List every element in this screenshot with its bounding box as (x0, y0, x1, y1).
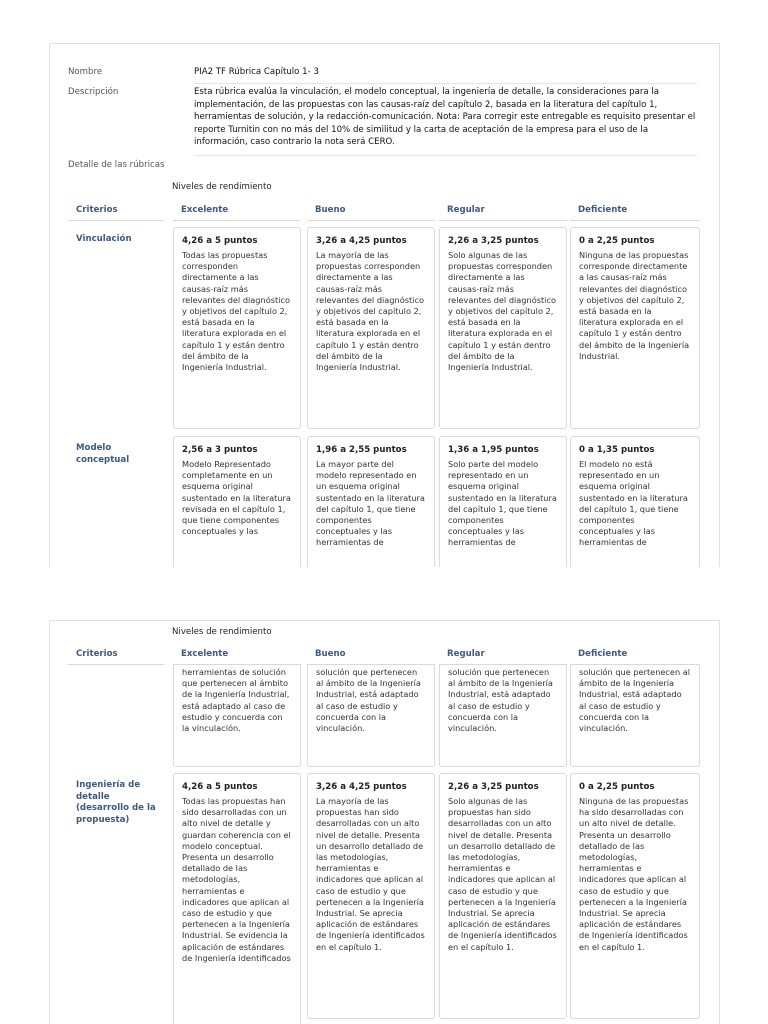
divider (194, 83, 697, 84)
criteria-header: Criterios (76, 649, 118, 659)
cell-points: 2,26 a 3,25 puntos (448, 782, 539, 792)
cell-points: 1,36 a 1,95 puntos (448, 445, 539, 455)
rubric-cell-continued (173, 665, 301, 767)
rubric-cell (173, 773, 301, 1024)
rubric-cell (570, 773, 700, 1019)
level-header-excelente: Excelente (181, 649, 229, 659)
rubric-cell (307, 227, 435, 429)
rubric-cell (173, 227, 301, 429)
rubric-cell-continued (570, 665, 700, 767)
cell-description: El modelo no está representado en un esquema original sustentado en la literatura del capítulo 1, que tiene componentes conceptuales y las herramientas de (579, 459, 688, 548)
cell-description: La mayor parte del modelo representado en un esquema original sustentado en la literatura del capítulo 1, que tiene componentes conceptuales y las herramientas de (316, 459, 425, 548)
cell-description: Solo algunas de las propuestas han sido desarrolladas con un alto nivel de detalle. Presenta un desarrollo detallado de las metodologías, herramientas e indicadores que aplican al caso de estudio y que pertenecen a la Ingeniería Industrial. Se aprecia aplicación de estándares de Ingeniería identificados en el capítulo 1. (448, 796, 557, 952)
level-header-regular: Regular (447, 649, 485, 659)
cell-description: solución que pertenecen al ámbito de la Ingeniería Industrial, está adaptado al caso de estudio y concuerda con la vinculación. (448, 667, 553, 734)
cell-description: herramientas de solución que pertenecen al ámbito de la Ingeniería Industrial, está adaptado al caso de estudio y concuerda con la vinculación. (182, 667, 290, 734)
rubric-cell-continued (439, 665, 567, 767)
header-underline (570, 220, 700, 221)
rubric-cell (173, 436, 301, 567)
level-header-deficiente: Deficiente (578, 205, 628, 215)
levels-title: Niveles de rendimiento (172, 182, 272, 192)
cell-description: La mayoría de las propuestas corresponden directamente a las causas-raíz más relevantes del diagnóstico y objetivos del capítulo 2, está basada en la literatura explorada en el capítulo 1 y están dentro del ámbito de la Ingeniería Industrial. (316, 250, 424, 373)
cell-description: Todas las propuestas han sido desarrolladas con un alto nivel de detalle y guardan coherencia con el modelo conceptual. Presenta un desarrollo detallado de las metodologías, herramientas e indicadores que aplican al caso de estudio y que pertenecen a la Ingeniería Industrial. Se evidencia la aplicación de estándares de Ingeniería identificados (182, 796, 291, 963)
cell-description: Ninguna de las propuestas ha sido desarrolladas con un alto nivel de detalle. Presenta un desarrollo detallado de las metodologías, herramientas e indicadores que aplican al caso de estudio y que pertenecen a la Ingeniería Industrial. Se aprecia aplicación de estándares de Ingeniería identificados en el capítulo 1. (579, 796, 689, 952)
criteria-header: Criterios (76, 205, 118, 215)
divider (194, 155, 697, 156)
level-header-bueno: Bueno (315, 205, 346, 215)
rubric-cell (439, 436, 567, 567)
level-header-bueno: Bueno (315, 649, 346, 659)
cell-points: 3,26 a 4,25 puntos (316, 782, 407, 792)
header-underline (68, 220, 164, 221)
cell-description: solución que pertenecen al ámbito de la Ingeniería Industrial, está adaptado al caso de estudio y concuerda con la vinculación. (579, 667, 691, 734)
description-label: Descripción (68, 87, 119, 97)
cell-description: Ninguna de las propuestas corresponde directamente a las causas-raíz más relevantes del diagnóstico y objetivos del capítulo 2, está basada en la literatura explorada en el capítulo 1 y están dentro del ámbito de la Ingeniería Industrial. (579, 250, 690, 361)
cell-description: solución que pertenecen al ámbito de la Ingeniería Industrial, está adaptado al caso de estudio y concuerda con la vinculación. (316, 667, 421, 734)
cell-points: 4,26 a 5 puntos (182, 236, 258, 246)
description-value: Esta rúbrica evalúa la vinculación, el modelo conceptual, la ingeniería de detalle, la consideraciones para la implementación, de las propuestas con las causas-raíz del capítulo 2, basada en la literatura del capítulo 1, herramientas de solución, y la redacción-comunicación. Nota: Para corregir este entregable es requisito presentar el reporte Turnitin con no más del 10% de similitud y la carta de aceptación de la empresa para el uso de la información, caso contrario la nota será CERO. (194, 87, 696, 147)
name-label: Nombre (68, 67, 103, 77)
details-label: Detalle de las rúbricas (68, 160, 165, 170)
criterion-modelo-conceptual: Modelo conceptual (76, 443, 130, 465)
cell-description: Todas las propuestas corresponden directamente a las causas-raíz más relevantes del diagnóstico y objetivos del capítulo 2, está basada en la literatura explorada en el capítulo 1 y están dentro del ámbito de la Ingeniería Industrial. (182, 250, 290, 373)
cell-points: 3,26 a 4,25 puntos (316, 236, 407, 246)
cell-points: 2,26 a 3,25 puntos (448, 236, 539, 246)
name-value: PIA2 TF Rúbrica Capítulo 1- 3 (194, 67, 319, 77)
rubric-cell (439, 227, 567, 429)
cell-points: 2,56 a 3 puntos (182, 445, 258, 455)
cell-points: 0 a 1,35 puntos (579, 445, 655, 455)
rubric-page-2 (49, 620, 720, 1024)
cell-description: Modelo Representado completamente en un esquema original sustentado en la literatura revisada en el capítulo 1, que tiene componentes conceptuales y las (182, 459, 291, 537)
cell-points: 0 a 2,25 puntos (579, 782, 655, 792)
rubric-cell (307, 773, 435, 1019)
header-underline (307, 220, 435, 221)
rubric-cell-continued (307, 665, 435, 767)
cell-description: La mayoría de las propuestas han sido desarrolladas con un alto nivel de detalle. Presenta un desarrollo detallado de las metodologías, herramientas e indicadores que aplican al caso de estudio y que pertenecen a la Ingeniería Industrial. Se aprecia aplicación de estándares de Ingeniería identificados en el capítulo 1. (316, 796, 425, 952)
levels-title: Niveles de rendimiento (172, 627, 272, 637)
criterion-ingenieria-detalle: Ingeniería de detalle (desarrollo de la propuesta) (76, 780, 156, 825)
level-header-regular: Regular (447, 205, 485, 215)
criterion-vinculacion: Vinculación (76, 234, 132, 244)
rubric-cell (570, 436, 700, 567)
rubric-page-1 (49, 43, 720, 567)
level-header-excelente: Excelente (181, 205, 229, 215)
header-underline (173, 220, 301, 221)
rubric-cell (307, 436, 435, 567)
description-row (68, 86, 701, 152)
cell-points: 4,26 a 5 puntos (182, 782, 258, 792)
level-header-deficiente: Deficiente (578, 649, 628, 659)
cell-description: Solo parte del modelo representado en un esquema original sustentado en la literatura del capítulo 1, que tiene componentes conceptuales y las herramientas de (448, 459, 557, 548)
header-underline (439, 220, 567, 221)
cell-description: Solo algunas de las propuestas corresponden directamente a las causas-raíz más relevantes del diagnóstico y objetivos del capítulo 2, está basada en la literatura explorada en el capítulo 1 y están dentro del ámbito de la Ingeniería Industrial. (448, 250, 556, 373)
header-underline (68, 664, 164, 665)
rubric-cell (439, 773, 567, 1019)
cell-points: 0 a 2,25 puntos (579, 236, 655, 246)
rubric-cell (570, 227, 700, 429)
cell-points: 1,96 a 2,55 puntos (316, 445, 407, 455)
